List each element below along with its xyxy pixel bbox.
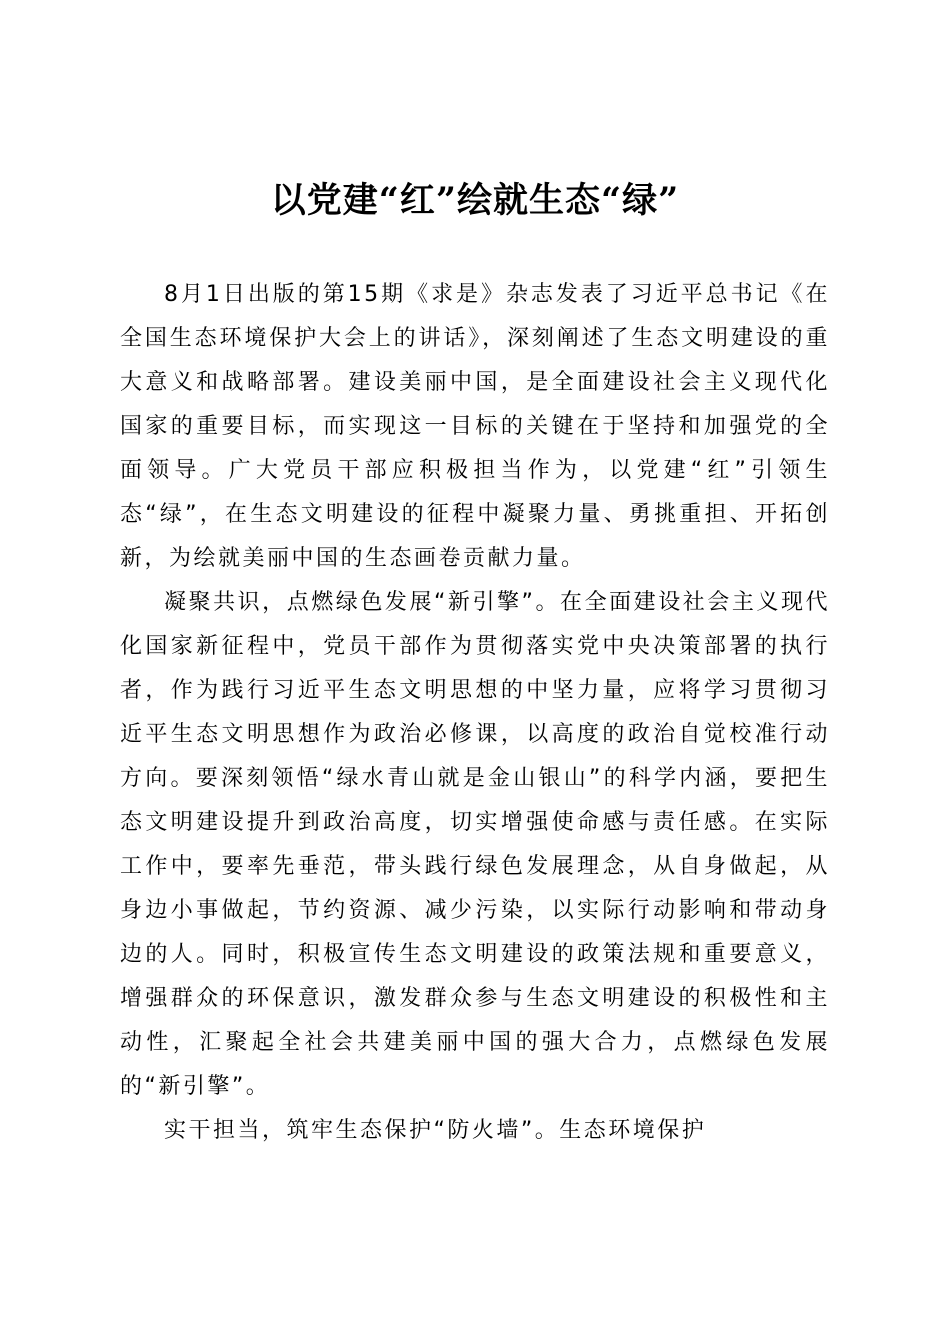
paragraph-action: 实干担当，筑牢生态保护“防火墙”。生态环境保护 xyxy=(164,1118,707,1143)
paragraph-intro: 8月1日出版的第15期《求是》杂志发表了习近平总书记《在全国生态环境保护大会上的讲话》，深刻阐述了生态文明建设的重大意义和战略部署。建设美丽中国，是全面建设社会主义现代化国家的重要目标，而实现这一目标的关键在于坚持和加强党的全面领导。广大党员干部应积极担当作为，以党建“红”引领生态“绿”，在生态文明建设的征程中凝聚力量、勇挑重担、开拓创新，为绘就美丽中国的生态画卷贡献力量。 xyxy=(120,282,830,571)
document-body xyxy=(120,273,830,1153)
document-title: 以党建“红”绘就生态“绿” xyxy=(270,180,680,221)
paragraph-consensus: 凝聚共识，点燃绿色发展“新引擎”。在全面建设社会主义现代化国家新征程中，党员干部作为贯彻落实党中央决策部署的执行者，作为践行习近平生态文明思想的中坚力量，应将学习贯彻习近平生态文明思想作为政治必修课，以高度的政治自觉校准行动方向。要深刻领悟“绿水青山就是金山银山”的科学内涵，要把生态文明建设提升到政治高度，切实增强使命感与责任感。在实际工作中，要率先垂范，带头践行绿色发展理念，从自身做起，从身边小事做起，节约资源、减少污染，以实际行动影响和带动身边的人。同时，积极宣传生态文明建设的政策法规和重要意义，增强群众的环保意识，激发群众参与生态文明建设的积极性和主动性，汇聚起全社会共建美丽中国的强大合力，点燃绿色发展的“新引擎”。 xyxy=(120,590,830,1099)
